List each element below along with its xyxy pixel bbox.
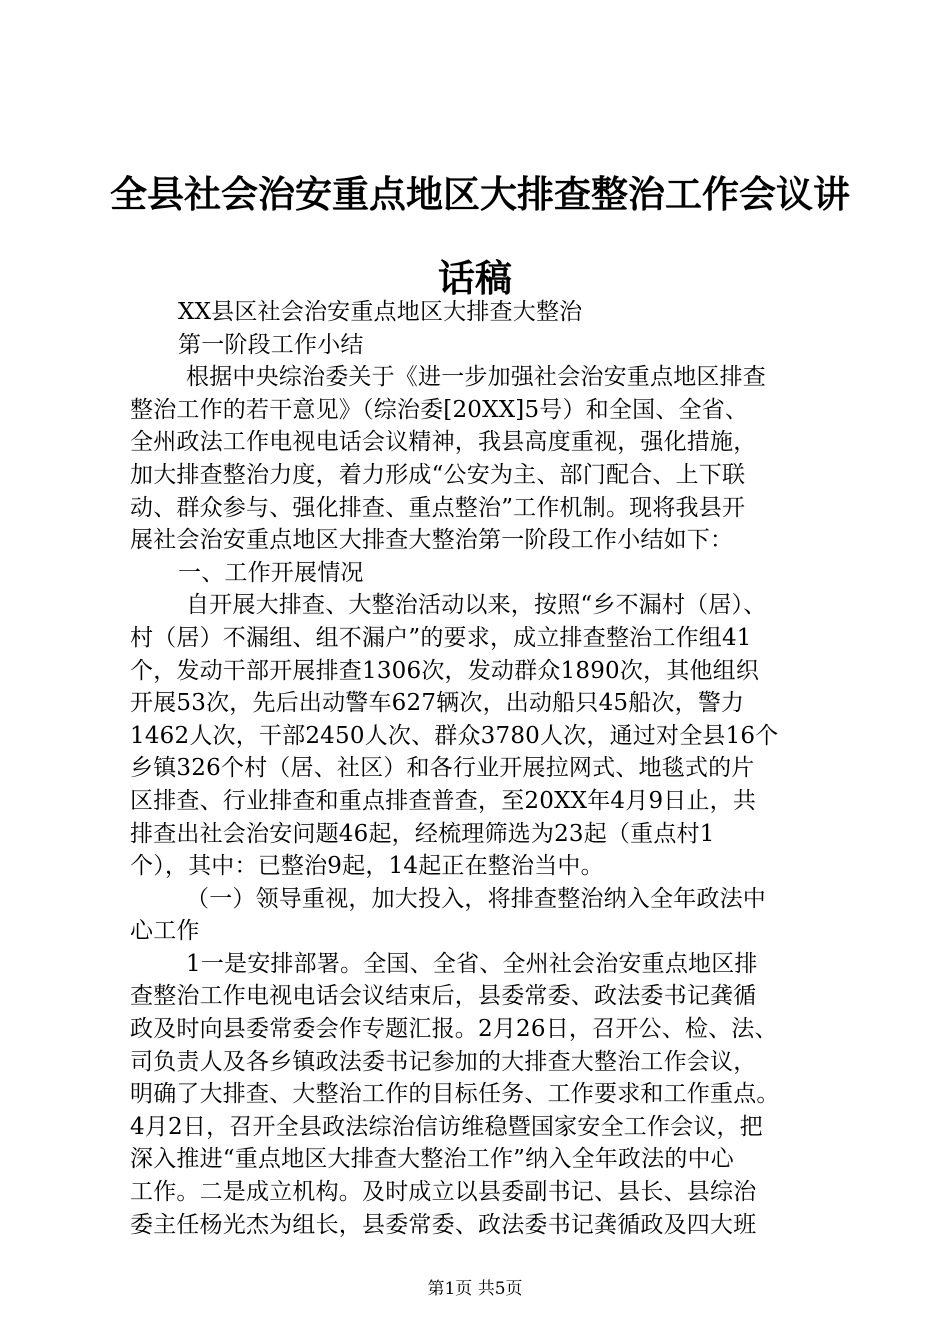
paragraph-line: 政及时向县委常委会作专题汇报。2月26日，召开公、检、法、: [130, 1016, 778, 1043]
subsection-heading: 心工作: [130, 918, 200, 945]
paragraph-line: 司负责人及各乡镇政法委书记参加的大排查大整治工作会议，: [130, 1048, 757, 1075]
paragraph-line: 自开展大排查、大整治活动以来，按照“乡不漏村（居）、: [186, 592, 767, 619]
paragraph-line: 深入推进“重点地区大排查大整治工作”纳入全年政法的中心: [130, 1146, 734, 1173]
paragraph-line: 展社会治安重点地区大排查大整治第一阶段工作小结如下：: [130, 527, 734, 554]
subtitle-line: 第一阶段工作小结: [178, 331, 364, 358]
paragraph-line: 1一是安排部署。全国、全省、全州社会治安重点地区排: [186, 950, 758, 977]
paragraph-line: 明确了大排查、大整治工作的目标任务、工作要求和工作重点。: [130, 1081, 780, 1108]
paragraph-line: 加大排查整治力度，着力形成“公安为主、部门配合、上下联: [130, 461, 746, 488]
paragraph-line: 整治工作的若干意见》（综治委[20XX]5号）和全国、全省、: [130, 396, 749, 423]
paragraph-line: 动、群众参与、强化排查、重点整治”工作机制。现将我县开: [130, 494, 746, 521]
paragraph-line: 区排查、行业排查和重点排查普查，至20XX年4月9日止，共: [130, 787, 757, 814]
paragraph-line: 委主任杨光杰为组长，县委常委、政法委书记龚循政及四大班: [130, 1211, 757, 1238]
paragraph-line: 排查出社会治安问题46起，经梳理筛选为23起（重点村1: [130, 820, 715, 847]
paragraph-line: 4月2日，召开全县政法综治信访维稳暨国家安全工作会议，把: [130, 1113, 763, 1140]
document-body: [130, 296, 850, 1241]
paragraph-line: 个，发动干部开展排查1306次，发动群众1890次，其他组织: [130, 657, 760, 684]
page-number-footer: 第1页 共5页: [427, 1279, 523, 1299]
document-title-line-1: 全县社会治安重点地区大排查整治工作会议讲: [110, 172, 850, 216]
paragraph-line: 村（居）不漏组、组不漏户”的要求，成立排查整治工作组41: [130, 624, 752, 651]
paragraph-line: 开展53次，先后出动警车627辆次，出动船只45船次，警力: [130, 690, 745, 717]
section-heading: 一、工作开展情况: [178, 559, 364, 586]
paragraph-line: 工作。二是成立机构。及时成立以县委副书记、县长、县综治: [130, 1179, 757, 1206]
paragraph-line: 乡镇326个村（居、社区）和各行业开展拉网式、地毯式的片: [130, 755, 755, 782]
paragraph-line: 个），其中：已整治9起，14起正在整治当中。: [130, 853, 604, 880]
paragraph-line: 根据中央综治委关于《进一步加强社会治安重点地区排查: [186, 364, 766, 391]
subtitle-line: XX县区社会治安重点地区大排查大整治: [178, 299, 583, 325]
paragraph-line: 查整治工作电视电话会议结束后，县委常委、政法委书记龚循: [130, 983, 757, 1010]
paragraph-line: 1462人次，干部2450人次、群众3780人次，通过对全县16个: [130, 722, 779, 749]
paragraph-line: 全州政法工作电视电话会议精神，我县高度重视，强化措施，: [130, 429, 757, 456]
subsection-heading: （一）领导重视，加大投入，将排查整治纳入全年政法中: [186, 885, 766, 912]
document-title-line-2: 话稿: [438, 256, 512, 300]
